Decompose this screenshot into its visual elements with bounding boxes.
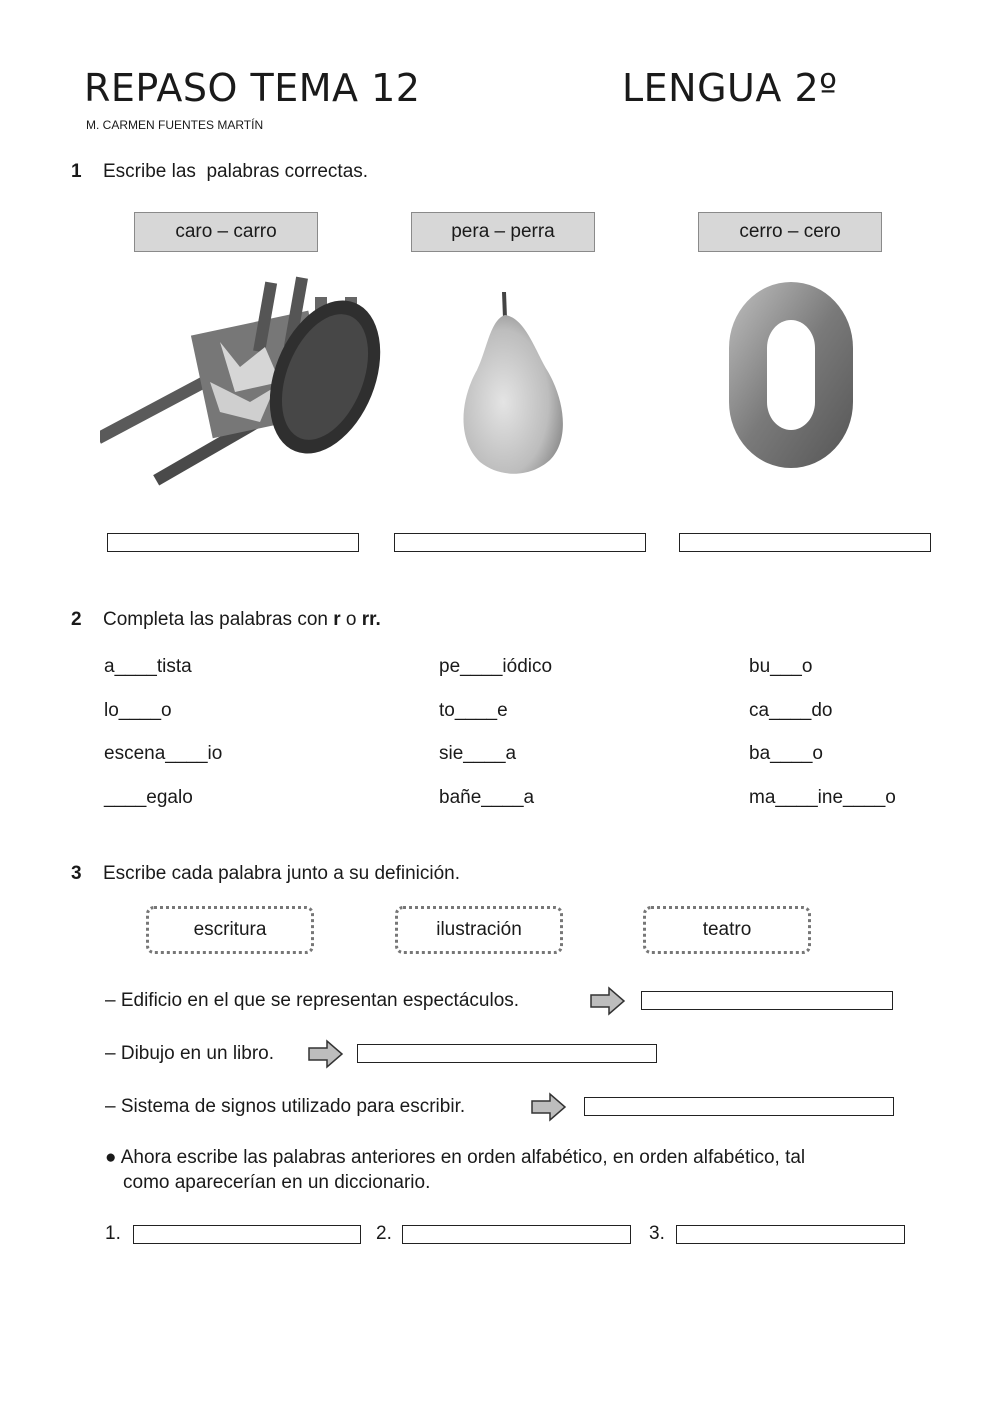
answer-box-pera[interactable] xyxy=(394,533,646,552)
answer-box-escritura[interactable] xyxy=(584,1097,894,1116)
zero-image xyxy=(725,278,857,473)
fill-word[interactable]: pe____iódico xyxy=(439,656,553,677)
alphabetical-instruction-line-1: ● Ahora escribe las palabras anteriores en orden alfabético, en orden alfabético, tal xyxy=(105,1147,806,1168)
fill-word[interactable]: ____egalo xyxy=(104,787,193,808)
definition-escritura: – Sistema de signos utilizado para escribir. xyxy=(105,1096,466,1117)
fill-word[interactable]: ma____ine____o xyxy=(749,787,896,808)
pear-image xyxy=(455,290,570,475)
cart-image xyxy=(100,272,385,504)
fill-word[interactable]: ca____do xyxy=(749,700,833,721)
instruction-text: Completa las palabras con xyxy=(103,609,334,630)
definition-teatro: – Edificio en el que se representan espectáculos. xyxy=(105,990,520,1011)
fill-word[interactable]: escena____io xyxy=(104,743,223,764)
order-answer-1[interactable] xyxy=(133,1225,361,1244)
fill-word[interactable]: lo____o xyxy=(104,700,172,721)
option-box-cero: cerro – cero xyxy=(698,212,882,252)
exercise-1-number: 1 xyxy=(71,161,82,182)
fill-word[interactable]: sie____a xyxy=(439,743,517,764)
word-box-ilustracion: ilustración xyxy=(395,906,563,954)
answer-box-carro[interactable] xyxy=(107,533,359,552)
letter-rr: rr. xyxy=(361,609,381,630)
word-box-teatro: teatro xyxy=(643,906,811,954)
answer-box-teatro[interactable] xyxy=(641,991,893,1010)
exercise-2-number: 2 xyxy=(71,609,82,630)
option-box-carro: caro – carro xyxy=(134,212,318,252)
author-name: M. CARMEN FUENTES MARTÍN xyxy=(86,118,264,132)
exercise-3-number: 3 xyxy=(71,863,82,884)
fill-word[interactable]: ba____o xyxy=(749,743,823,764)
definition-ilustracion: – Dibujo en un libro. xyxy=(105,1043,274,1064)
alphabetical-instruction-line-2: como aparecerían en un diccionario. xyxy=(123,1172,431,1193)
word-box-escritura: escritura xyxy=(146,906,314,954)
fill-word[interactable]: to____e xyxy=(439,700,508,721)
answer-box-ilustracion[interactable] xyxy=(357,1044,657,1063)
subject-title: LENGUA 2º xyxy=(622,66,838,110)
fill-word[interactable]: a____tista xyxy=(104,656,192,677)
order-label-2: 2. xyxy=(376,1223,392,1244)
fill-word[interactable]: bañe____a xyxy=(439,787,535,808)
exercise-2-instruction xyxy=(103,609,381,631)
arrow-right-icon xyxy=(590,986,626,1016)
order-label-1: 1. xyxy=(105,1223,121,1244)
exercise-1-instruction: Escribe las palabras correctas. xyxy=(103,161,369,182)
option-box-perra: pera – perra xyxy=(411,212,595,252)
letter-r: r xyxy=(333,609,341,630)
arrow-right-icon xyxy=(308,1039,344,1069)
answer-box-cero[interactable] xyxy=(679,533,931,552)
arrow-right-icon xyxy=(531,1092,567,1122)
fill-word[interactable]: bu___o xyxy=(749,656,813,677)
order-answer-3[interactable] xyxy=(676,1225,905,1244)
order-answer-2[interactable] xyxy=(402,1225,631,1244)
instruction-connector: o xyxy=(340,609,362,630)
exercise-3-instruction: Escribe cada palabra junto a su definición. xyxy=(103,863,461,884)
page-title: REPASO TEMA 12 xyxy=(84,66,421,110)
order-label-3: 3. xyxy=(649,1223,665,1244)
